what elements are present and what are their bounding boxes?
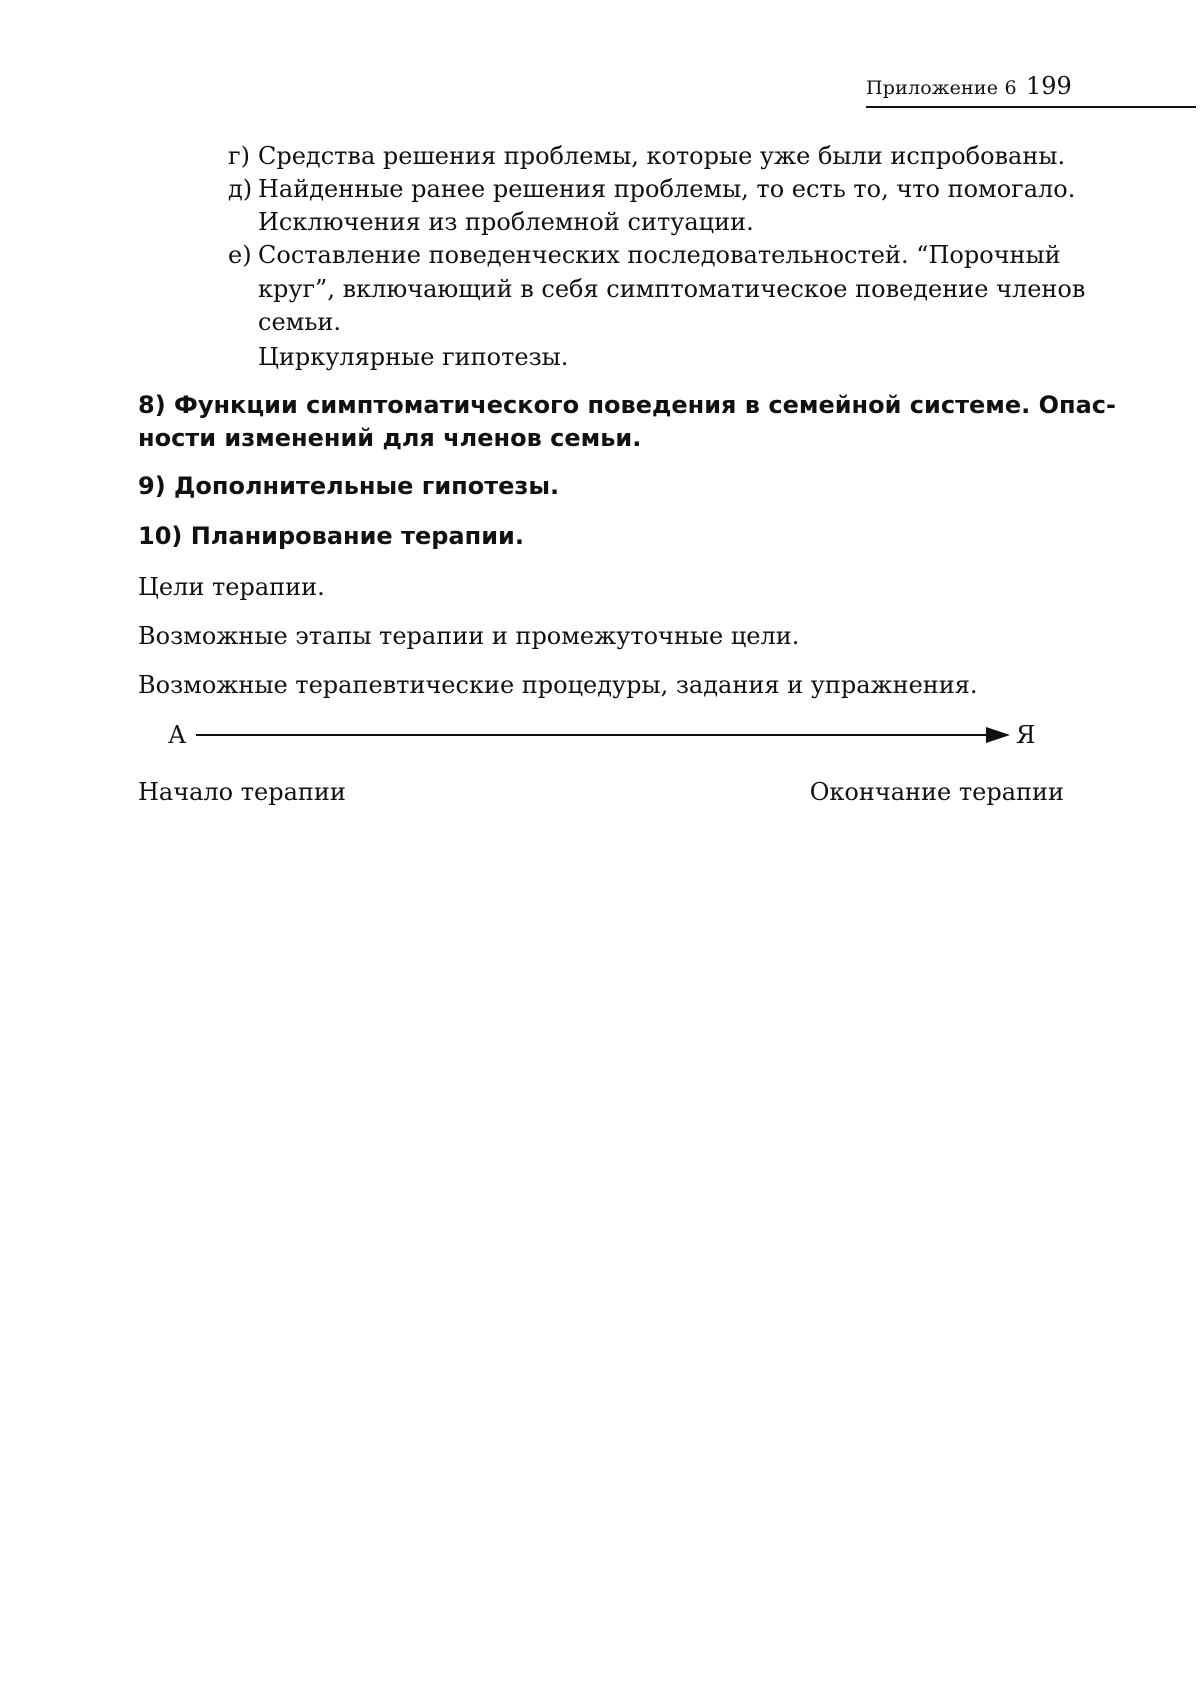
timeline-arrow xyxy=(196,722,1012,746)
paragraph: Цели терапии. xyxy=(138,573,325,601)
list-item-continuation: Исключения из проблемной ситуации. xyxy=(258,208,754,236)
page-number: 199 xyxy=(1026,72,1072,100)
list-item-text: Средства решения проблемы, которые уже были испробованы. xyxy=(258,142,1066,170)
timeline-end-caption: Окончание терапии xyxy=(809,778,1064,806)
list-item-text: Найденные ранее решения проблемы, то есть то, что помогало. xyxy=(258,175,1076,203)
running-head-section: Приложение 6 xyxy=(866,77,1017,99)
timeline-start-caption: Начало терапии xyxy=(138,778,346,806)
list-item-text: Составление поведенческих последовательностей. “Порочный xyxy=(258,241,1061,269)
section-heading: 8) Функции симптоматического поведения в семейной системе. Опас- xyxy=(138,391,1116,419)
list-item-continuation: семьи. xyxy=(258,308,342,336)
paragraph: Возможные терапевтические процедуры, задания и упражнения. xyxy=(138,671,978,699)
section-heading-continuation: ности изменений для членов семьи. xyxy=(138,424,642,452)
paragraph: Возможные этапы терапии и промежуточные цели. xyxy=(138,622,800,650)
list-item-continuation: круг”, включающий в себя симптоматическое поведение членов xyxy=(258,275,1086,303)
timeline-start-letter: А xyxy=(168,721,187,749)
section-heading: 10) Планирование терапии. xyxy=(138,522,524,550)
running-head xyxy=(866,68,1196,108)
list-item-marker: г) xyxy=(228,142,250,170)
list-item-marker: е) xyxy=(228,241,252,269)
list-item-continuation: Циркулярные гипотезы. xyxy=(258,343,569,371)
list-item-marker: д) xyxy=(228,175,253,203)
timeline-end-letter: Я xyxy=(1016,721,1036,749)
section-heading: 9) Дополнительные гипотезы. xyxy=(138,472,560,500)
